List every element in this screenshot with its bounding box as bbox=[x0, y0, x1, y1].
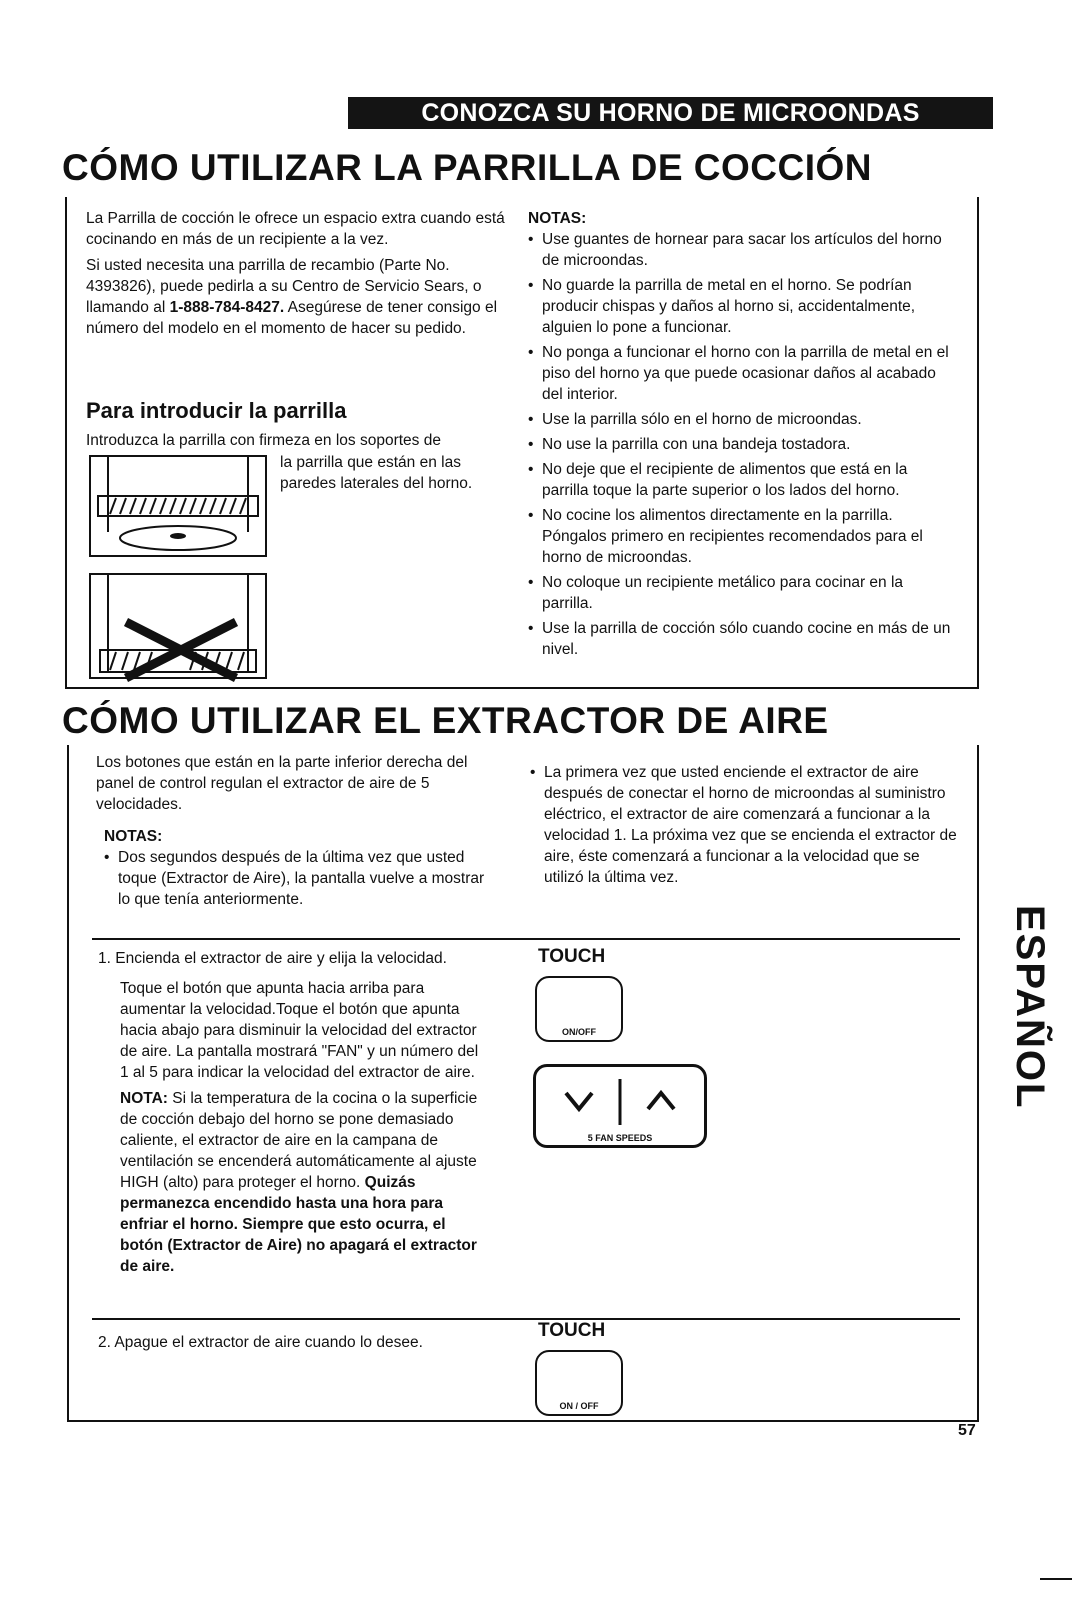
list-item: • No ponga a funcionar el horno con la parrilla de metal en el piso del horno ya que puede ocasionar daños al acabado del interior. bbox=[528, 342, 953, 405]
list-item: • No guarde la parrilla de metal en el horno. Se podrían producir chispas y daños al horno si, accidentalmente, alguien lo pone a funcionar. bbox=[528, 275, 953, 338]
fan-speed-up-button[interactable] bbox=[626, 1075, 696, 1127]
list-item: • No cocine los alimentos directamente en la parrilla. Póngalos primero en recipientes recomendados para el horno de microondas. bbox=[528, 505, 953, 568]
page-number: 57 bbox=[958, 1422, 976, 1439]
fan-note-right bbox=[530, 762, 960, 892]
insert-text-b: la parrilla que están en las paredes laterales del horno. bbox=[280, 454, 473, 492]
insert-rack-subheading: Para introducir la parrilla bbox=[86, 398, 347, 423]
touch-label-2: TOUCH bbox=[538, 1320, 606, 1341]
rack-inserted-illustration bbox=[86, 452, 271, 562]
fan-nota: NOTA: Si la temperatura de la cocina o la superficie de cocción debajo del horno se pone demasiado caliente, el extractor de aire en la campana de ventilación se encenderá automáticamente al ajuste HIGH (alto) para proteger el horno. Quizás permanezca encendido hasta una hora para enfriar el horno. Siempre que esto ocurra, el botón (Extractor de Aire) no apagará el extractor de aire. bbox=[120, 1090, 478, 1275]
rack-notes bbox=[528, 208, 953, 664]
chevron-up-icon bbox=[626, 1075, 696, 1127]
sears-phone: 1-888-784-8427. bbox=[169, 299, 285, 316]
rack-notes-label: NOTAS: bbox=[528, 210, 587, 227]
list-item: • No coloque un recipiente metálico para cocinar en la parrilla. bbox=[528, 572, 953, 614]
list-item: • Use guantes de hornear para sacar los artículos del horno de microondas. bbox=[528, 229, 953, 271]
rack-incorrect-illustration bbox=[86, 572, 271, 682]
list-item: • Use la parrilla de cocción sólo cuando cocine en más de un nivel. bbox=[528, 618, 953, 660]
step2: 2. Apague el extractor de aire cuando lo desee. bbox=[98, 1334, 423, 1351]
rack-notes-list bbox=[528, 229, 953, 660]
divider bbox=[92, 938, 960, 940]
divider bbox=[92, 1318, 960, 1320]
list-item: • Use la parrilla sólo en el horno de microondas. bbox=[528, 409, 953, 430]
step1-heading: 1. Encienda el extractor de aire y elija la velocidad. bbox=[98, 950, 447, 967]
section1-title: CÓMO UTILIZAR LA PARRILLA DE COCCIÓN bbox=[62, 147, 873, 188]
language-side-label: ESPAÑOL bbox=[1008, 905, 1052, 1110]
step1 bbox=[98, 948, 518, 969]
fan-off-button[interactable] bbox=[535, 1350, 623, 1416]
rack-replacement: Si usted necesita una parrilla de recambio (Parte No. 4393826), puede pedirla a su Centro de Servicio Sears, o llamando al 1-888-784-8427. Asegúrese de tener consigo el número del modelo en el momento de hacer su pedido. bbox=[86, 257, 498, 337]
list-item: • No deje que el recipiente de alimentos que está en la parrilla toque la parte superior o los lados del horno. bbox=[528, 459, 953, 501]
on-off-label-2: ON / OFF bbox=[559, 1401, 599, 1411]
on-off-label: ON/OFF bbox=[562, 1027, 596, 1037]
fan-speed-control bbox=[533, 1064, 707, 1148]
fan-notes bbox=[104, 826, 499, 914]
step1-body: Toque el botón que apunta hacia arriba para aumentar la velocidad.Toque el botón que apunta hacia abajo para disminuir la velocidad del extractor de aire. La pantalla mostrará "FAN" y un número del 1 al 5 para indicar la velocidad del extractor de aire. NOTA: Si la temperatura de la cocina o la superficie de cocción debajo del horno se pone demasiado caliente, el extractor de aire en la campana de ventilación se encenderá automáticamente al ajuste HIGH (alto) para proteger el horno. Quizás permanezca encendido hasta una hora para enfriar el horno. Siempre que esto ocurra, el botón (Extractor de Aire) no apagará el extractor de aire. bbox=[120, 978, 482, 1282]
touch-label: TOUCH bbox=[538, 946, 606, 967]
section-banner: CONOZCA SU HORNO DE MICROONDAS bbox=[348, 97, 993, 129]
list-item: • No use la parrilla con una bandeja tostadora. bbox=[528, 434, 953, 455]
section2-title: CÓMO UTILIZAR EL EXTRACTOR DE AIRE bbox=[62, 700, 829, 741]
corner-mark bbox=[1040, 1578, 1072, 1580]
fan-on-off-button[interactable] bbox=[535, 976, 623, 1042]
insert-text-a: Introduzca la parrilla con firmeza en los soportes de bbox=[86, 432, 441, 449]
fan-notes-label: NOTAS: bbox=[104, 828, 163, 845]
fan-speed-down-button[interactable] bbox=[544, 1075, 614, 1127]
rack-intro: La Parrilla de cocción le ofrece un espacio extra cuando está cocinando en más de un recipiente a la vez. bbox=[86, 210, 505, 248]
chevron-down-icon bbox=[544, 1075, 614, 1127]
fan-speeds-label: 5 FAN SPEEDS bbox=[587, 1133, 653, 1143]
list-item: • La primera vez que usted enciende el extractor de aire después de conectar el horno de microondas al suministro eléctrico, el extractor de aire comenzará a funcionar a la velocidad 1. La próxima vez que se encienda el extractor de aire, éste comenzará a funcionar a la velocidad que se utilizó la última vez. bbox=[530, 762, 960, 888]
list-item: • Dos segundos después de la última vez que usted toque (Extractor de Aire), la pantalla vuelve a mostrar lo que tenía anteriormente. bbox=[104, 847, 499, 910]
fan-intro: Los botones que están en la parte inferior derecha del panel de control regulan el extractor de aire de 5 velocidades. bbox=[96, 754, 468, 813]
section1-left-column bbox=[86, 208, 506, 344]
